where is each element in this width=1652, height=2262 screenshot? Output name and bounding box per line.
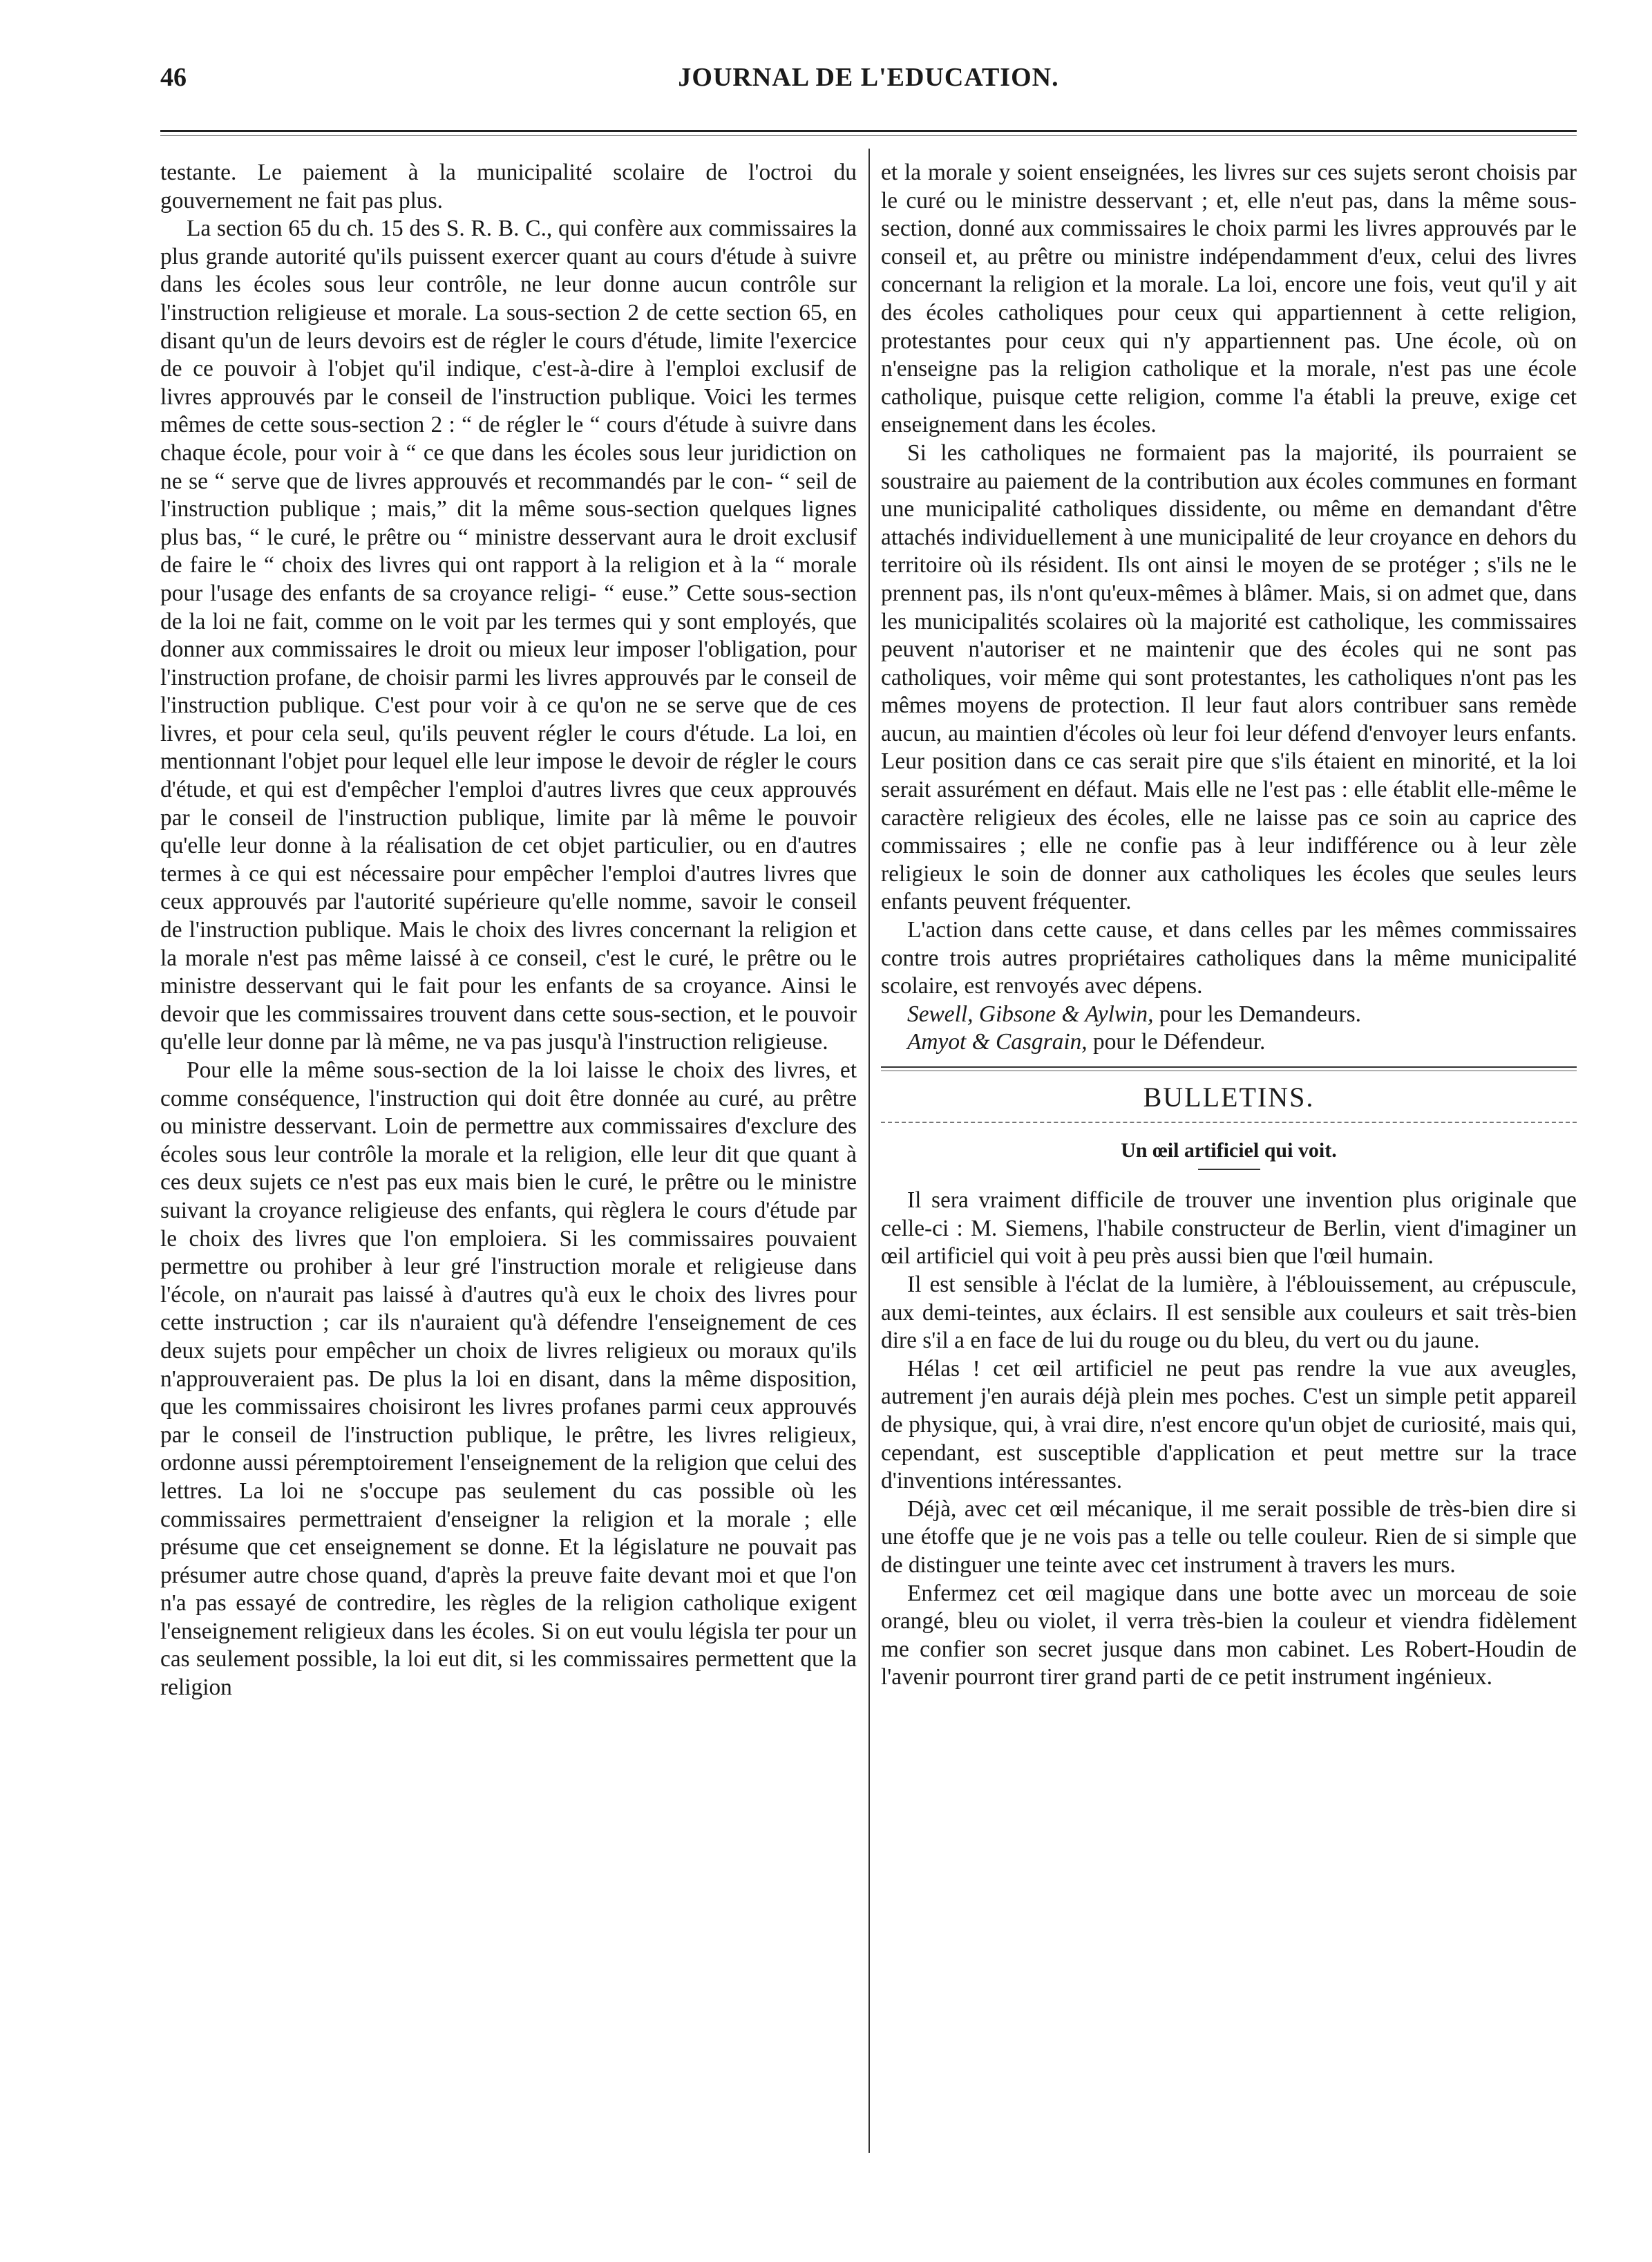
counsel-names: Sewell, Gibsone & Aylwin, (907, 1001, 1154, 1027)
article-paragraph: Enfermez cet œil magique dans une botte avec un morceau de soie orangé, bleu ou violet, il verra très-bien la couleur et viendra fidèlement me confier son secret jusque dans mon cabinet. Les Robert-Houdin de l'avenir pourront tirer grand parti de ce petit instrument ingénieux. (881, 1580, 1577, 1690)
paragraph: Si les catholiques ne formaient pas la majorité, ils pourraient se soustraire au paiement de la contribution aux écoles communes en formant une municipalité catholiques dissidente, ou même en demandant d'être attachés individuellement à une municipalité de leur croyance en dehors du territoire où ils résident. Ils ont ainsi le moyen de se protéger ; s'ils ne le prennent pas, ils n'ont qu'eux-mêmes à blâmer. Mais, si on admet que, dans les municipalités scolaires où la majorité est catholique, les commissaires peuvent n'autoriser et ne maintenir que des écoles qui ne sont pas catholiques, voir même qui sont protestantes, les catholiques n'ont pas les mêmes moyens de protection. Il leur faut alors contribuer sans remède aucun, au maintien d'écoles où leur foi leur défend d'envoyer leurs enfants. Leur position dans ce cas serait pire que s'ils étaient en minorité, et la loi serait assurément en défaut. Mais elle ne l'est pas : elle établit elle-même le caractère religieux des écoles, elle ne laisse pas ce soin au caprice des commissaires ; elle ne confie pas à leur indifférence ou à leur zèle religieux le soin de donner aux catholiques les écoles que seules leurs enfants peuvent fréquenter. (881, 440, 1577, 915)
title-underline (1198, 1169, 1260, 1170)
header-rule (160, 130, 1577, 132)
column-divider (868, 149, 870, 2153)
right-column (881, 159, 1577, 1692)
article-title: Un œil artificiel qui voit. (1121, 1138, 1337, 1162)
counsel-defendant (881, 1028, 1577, 1057)
counsel-role: pour le Défendeur. (1093, 1029, 1266, 1055)
page-number: 46 (160, 63, 187, 92)
paragraph: et la morale y soient enseignées, les livres sur ces sujets seront choisis par le curé ou le ministre desservant ; et, elle n'eut pas, dans la même sous-section, donné aux commissaires le choix parmi les livres approuvés par le conseil et, au prêtre ou ministre indépendamment d'eux, celui des livres concernant la religion et la morale. La loi, encore une fois, veut qu'il y ait des écoles catholiques pour ceux qui appartiennent à cette religion, protestantes pour ceux qui n'y appartiennent pas. Une école, où on n'enseigne pas la religion catholique et la morale, n'est pas une école catholique, puisque cette religion, comme l'a établi la preuve, exige cet enseignement dans les écoles. (881, 160, 1577, 438)
section-rule (881, 1066, 1577, 1068)
paragraph: L'action dans cette cause, et dans celles par les mêmes commissaires contre trois autres propriétaires catholiques dans la même municipalité scolaire, est renvoyés avec dépens. (881, 917, 1577, 999)
counsel-role: pour les Demandeurs. (1159, 1001, 1361, 1027)
header-rule-thin (160, 135, 1577, 136)
dashed-rule (881, 1122, 1577, 1123)
paragraph: La section 65 du ch. 15 des S. R. B. C., qui confère aux commissaires la plus grande autorité qu'ils puissent exercer quant au cours d'étude à suivre dans les écoles sous leur contrôle, ne leur donne aucun contrôle sur l'instruction religieuse et morale. La sous-section 2 de cette section 65, en disant qu'un de leurs devoirs est de régler le cours d'étude, limite l'exercice de ce pouvoir à l'objet qu'il indique, c'est-à-dire à l'emploi exclusif de livres approuvés par le conseil de l'instruction publique. Voici les termes mêmes de cette sous-section 2 : “ de régler le “ cours d'étude à suivre dans chaque école, pour voir à “ ce que dans les écoles sous leur juridiction on ne se “ serve que de livres approuvés et recommandés par le con- “ seil de l'instruction publique ; mais,” dit la même sous-section quelques lignes plus bas, “ le curé, le prêtre ou “ ministre desservant aura le droit exclusif de faire le “ choix des livres qui ont rapport à la religion et à la “ morale pour l'usage des enfants de sa croyance religi- “ euse.” Cette sous-section de la loi ne fait, comme on le voit par les termes qui y sont employés, que donner aux commissaires le droit ou mieux leur imposer l'obligation, pour l'instruction profane, de choisir parmi les livres approuvés par le conseil de l'instruction publique. C'est pour voir à ce qu'on ne se serve que de ces livres, et pour cela seul, qu'ils peuvent régler le cours d'étude. La loi, en mentionnant l'objet pour lequel elle leur impose le devoir de régler le cours d'étude, et qui est d'empêcher l'emploi d'autres livres que ceux approuvés par le conseil de l'instruction publique, limite par là même le pouvoir qu'elle leur donne à la réalisation de cet objet particulier, ou en d'autres termes à ce qui est nécessaire pour empêcher l'emploi d'autres livres que ceux approuvés par l'autorité supérieure qu'elle nomme, savoir le conseil de l'instruction publique. Mais le choix des livres concernant la religion et la morale n'est pas même laissé à ce conseil, c'est le curé, le prêtre ou le ministre desservant qui le fait pour les enfants de sa croyance. Ainsi le devoir que les commissaires trouvent dans cette sous-section, et le pouvoir qu'elle leur donne par là même, ne va pas jusqu'à l'instruction religieuse. (160, 216, 857, 1055)
section-title: BULLETINS. (1143, 1082, 1315, 1113)
counsel-plaintiffs (881, 1001, 1577, 1029)
article-paragraph: Il sera vraiment difficile de trouver une invention plus originale que celle-ci : M. Siemens, l'habile constructeur de Berlin, vient d'imaginer un œil artificiel qui voit à peu près aussi bien que l'œil humain. (881, 1187, 1577, 1270)
counsel-names: Amyot & Casgrain, (907, 1029, 1088, 1055)
left-column (160, 159, 857, 1702)
page-header (160, 62, 1577, 111)
article-paragraph: Il est sensible à l'éclat de la lumière, à l'éblouissement, au crépuscule, aux demi-teintes, aux éclairs. Il est sensible aux couleurs et sait très-bien dire s'il a en face de lui du rouge ou du bleu, du vert ou du jaune. (881, 1271, 1577, 1354)
article-paragraph: Hélas ! cet œil artificiel ne peut pas rendre la vue aux aveugles, autrement j'en aurais déjà plein mes poches. C'est un simple petit appareil de physique, qui, à vrai dire, n'est encore qu'un objet de curiosité, mais qui, cependant, est susceptible d'application et peut mettre sur la trace d'inventions intéressantes. (881, 1355, 1577, 1494)
paragraph: Pour elle la même sous-section de la loi laisse le choix des livres, et comme conséquence, l'instruction qui doit être donnée au curé, au prêtre ou ministre desservant. Loin de permettre aux commissaires d'exclure des écoles sous leur contrôle la morale et la religion, elle leur dit que quant à ces deux sujets ce n'est pas eux mais bien le curé, le prêtre ou le ministre suivant la croyance religieuse des enfants, qui règlera le cours d'étude par le choix des livres que l'on emploiera. Si les commissaires pouvaient permettre ou prohiber à leur gré l'instruction morale et religieuse dans l'école, on n'aurait pas laissé à d'autres qu'à eux le choix des livres pour cette instruction ; car ils n'auraient qu'à défendre l'enseignement de ces deux sujets pour empêcher un choix de livres religieux ou moraux qu'ils n'approuveraient pas. De plus la loi en disant, dans la même disposition, que les commissaires choisiront les livres profanes parmi ceux approuvés par le conseil de l'instruction publique, le prêtre, les livres religieux, ordonne aussi péremptoirement l'enseignement de la religion que celui des lettres. La loi ne s'occupe pas seulement du cas possible où les commissaires permettraient d'enseigner la religion et la morale ; elle présume que cet enseignement se donne. Et la législature ne pouvait pas présumer autre chose quand, d'après la preuve faite devant moi et que l'on n'a pas essayé de contredire, les règles de la religion catholique exigent l'enseignement religieux dans les écoles. Si on eut voulu législa ter pour un cas seulement possible, la loi eut dit, si les commissaires permettent que la religion (160, 1057, 857, 1701)
paragraph: testante. Le paiement à la municipalité scolaire de l'octroi du gouvernement ne fait pas plus. (160, 160, 857, 214)
article-paragraph: Déjà, avec cet œil mécanique, il me serait possible de très-bien dire si une étoffe que je ne vois pas a telle ou telle couleur. Rien de si simple que de distinguer une teinte avec cet instrument à travers les murs. (881, 1496, 1577, 1578)
journal-title: JOURNAL DE L'EDUCATION. (678, 63, 1059, 92)
